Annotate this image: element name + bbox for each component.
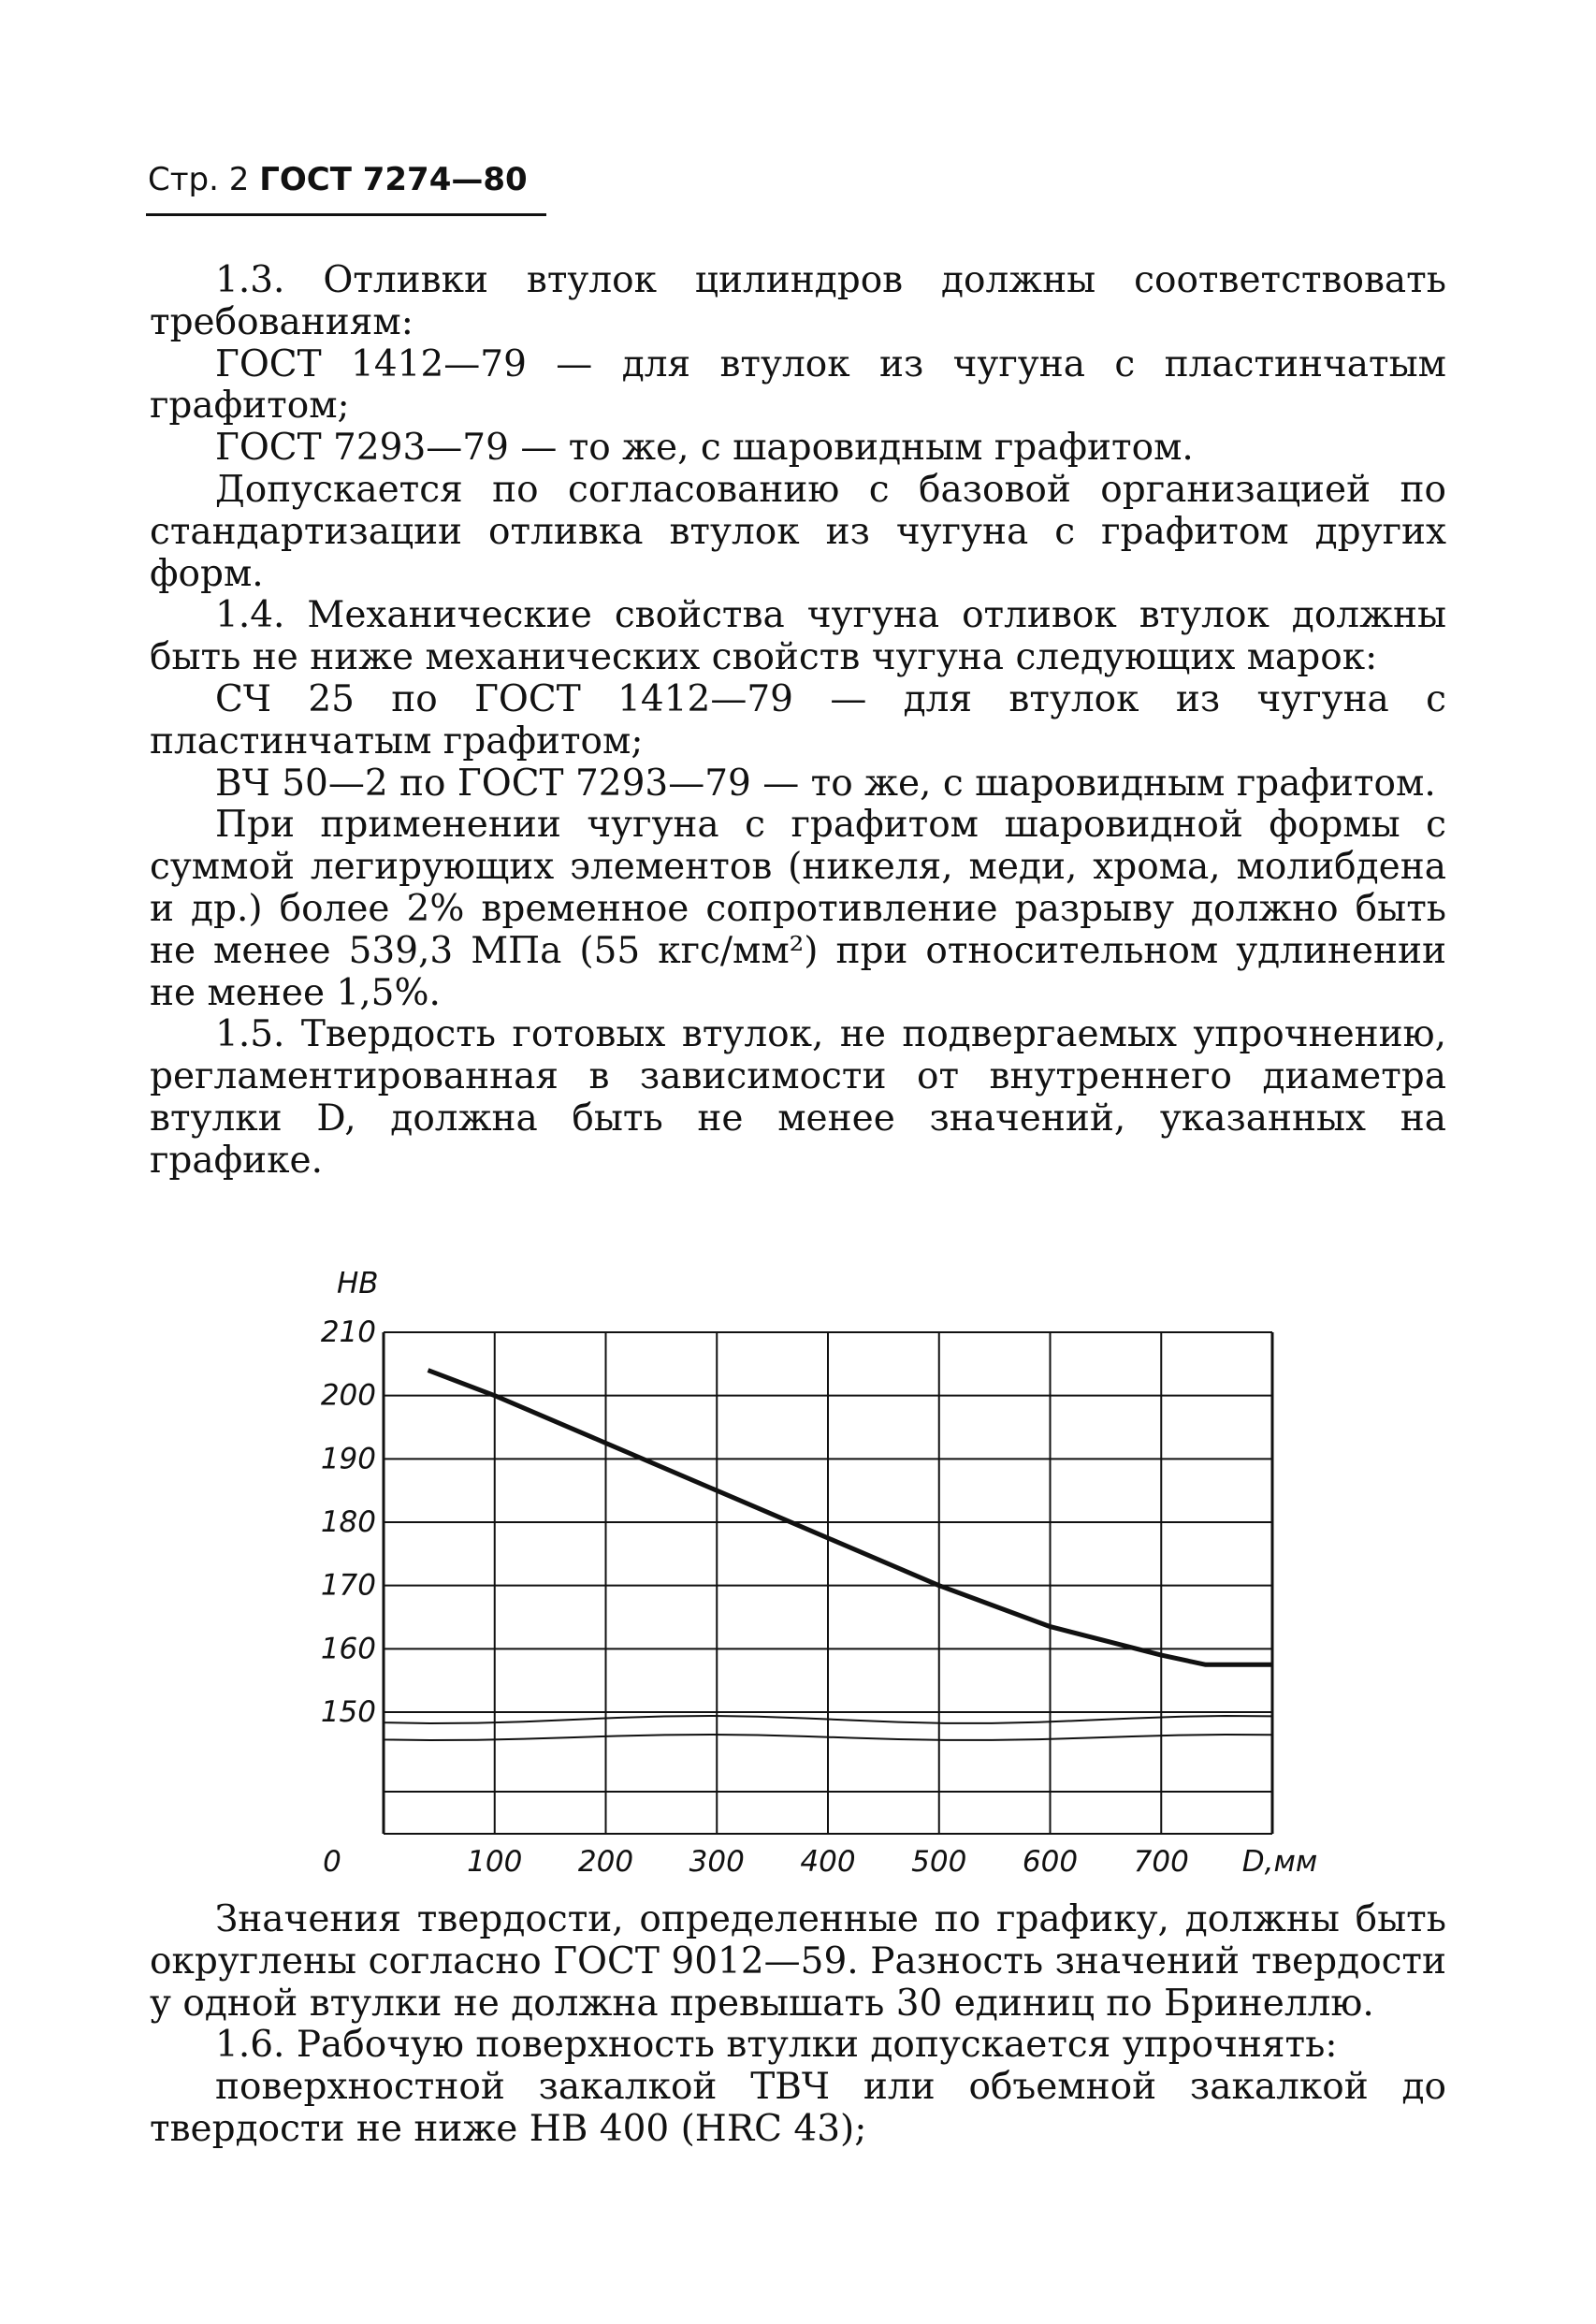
y-tick-label: 160	[320, 1632, 376, 1666]
x-tick-label: 400	[800, 1845, 856, 1879]
paragraph-gost-1412: ГОСТ 1412—79 — для втулок из чугуна с пластинчатым графитом;	[150, 342, 1446, 428]
x-tick-label: 200	[577, 1845, 634, 1879]
hardness-chart	[309, 1244, 1318, 1879]
y-tick-label: 210	[320, 1315, 376, 1349]
paragraph-surface-hardening: поверхностной закалкой ТВЧ или объемной закалкой до твердости не ниже HB 400 (HRC 43);	[150, 2066, 1446, 2150]
y-tick-label: 190	[320, 1442, 376, 1476]
paragraph-1-4: 1.4. Механические свойства чугуна отливок втулок должны быть не ниже механических свойств чугуна следующих марок:	[150, 594, 1446, 679]
body-bottom	[150, 1899, 1446, 2151]
hardness-series-line	[428, 1371, 1273, 1665]
standard-number: ГОСТ 7274—80	[259, 161, 528, 198]
x-tick-label: 100	[467, 1845, 523, 1879]
x-axis-label: D,мм	[1241, 1845, 1318, 1879]
paragraph-rounding: Значения твердости, определенные по графику, должны быть округлены согласно ГОСТ 9012—59. Разность значений твердости у одной втулки не должна превышать 30 единиц по Бринеллю.	[150, 1898, 1446, 2025]
y-tick-label: 180	[320, 1505, 376, 1539]
paragraph-vch50: ВЧ 50—2 по ГОСТ 7293—79 — то же, с шаровидным графитом.	[215, 762, 1436, 805]
hardness-chart-svg	[309, 1244, 1318, 1879]
x-tick-label: 0	[323, 1845, 341, 1879]
paragraph-alloying: При применении чугуна с графитом шаровидной формы с суммой легирующих элементов (никеля, меди, хрома, молибдена и др.) более 2% временное сопротивление разрыву должно быть не менее 539,3 МПа (55 кгс/мм²) при относительном удлинении не менее 1,5%.	[150, 804, 1446, 1014]
header-rule	[146, 213, 546, 216]
x-tick-label: 600	[1022, 1845, 1079, 1879]
page-header	[148, 161, 550, 198]
body-top	[150, 260, 1446, 1183]
y-tick-label: 150	[320, 1695, 376, 1729]
page-number: Стр. 2	[148, 161, 250, 198]
x-tick-label: 300	[689, 1845, 745, 1879]
paragraph-gost-7293: ГОСТ 7293—79 — то же, с шаровидным графитом.	[215, 427, 1194, 470]
y-tick-label: 200	[320, 1378, 376, 1413]
y-tick-label: 170	[320, 1568, 376, 1603]
paragraph-other-forms: Допускается по согласованию с базовой организацией по стандартизации отливка втулок из чугуна с графитом других форм.	[150, 468, 1446, 595]
x-tick-label: 700	[1133, 1845, 1189, 1879]
paragraph-1-3: 1.3. Отливки втулок цилиндров должны соответствовать требованиям:	[150, 259, 1446, 343]
paragraph-1-6: 1.6. Рабочую поверхность втулки допускается упрочнять:	[215, 2024, 1338, 2067]
y-axis-label: HB	[337, 1267, 379, 1300]
paragraph-sch25: СЧ 25 по ГОСТ 1412—79 — для втулок из чугуна с пластинчатым графитом;	[150, 677, 1446, 763]
x-tick-label: 500	[911, 1845, 967, 1879]
paragraph-1-5: 1.5. Твердость готовых втулок, не подвергаемых упрочнению, регламентированная в зависимости от внутреннего диаметра втулки D, должна быть не менее значений, указанных на графике.	[150, 1013, 1446, 1182]
